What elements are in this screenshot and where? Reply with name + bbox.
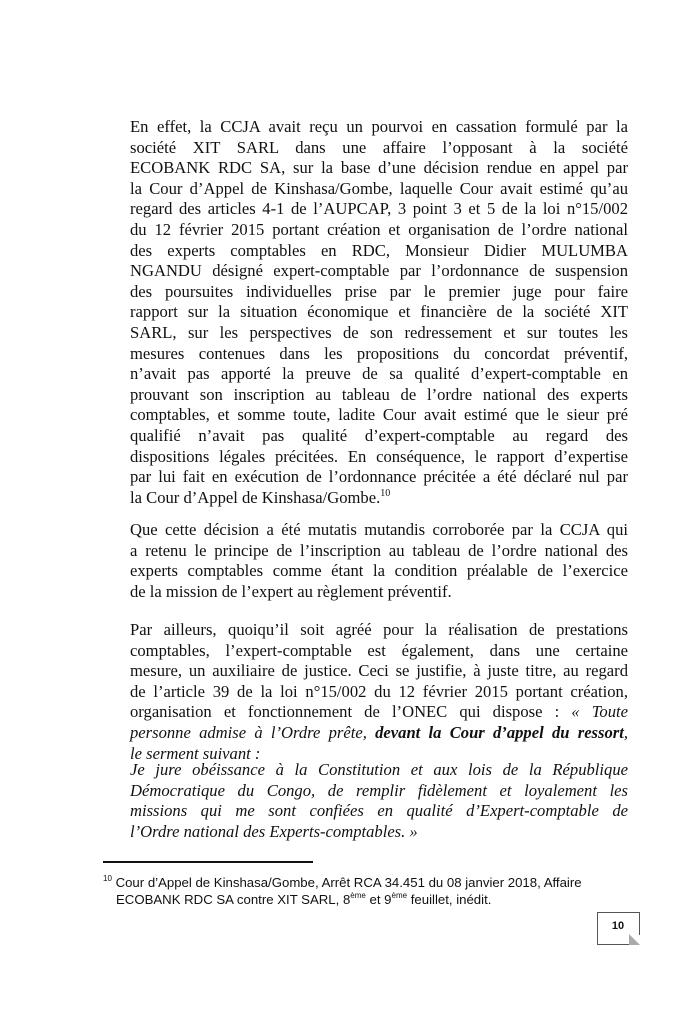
text-span: des experts comptables en RDC, Monsieur Didier MULUMBA [130,240,628,260]
text-line [130,385,628,406]
text-span: a retenu le principe de l’inscription au tableau de l’ordre national des [130,540,628,560]
paragraph-serment-quote [130,760,628,842]
text-line [130,261,628,282]
text-span: par lui fait en exécution de l’ordonnance précitée a été déclaré nul par [130,467,628,487]
text-line [130,302,628,323]
text-span: mesure, un auxiliaire de justice. Ceci se justifie, à juste titre, au regard [130,661,628,681]
folded-corner-icon [629,934,640,945]
text-span: n’avait pas apporté la preuve de sa qualité d’expert-comptable en [130,364,628,384]
text-span: mesures contenues dans les propositions du concordat préventif, [130,343,628,363]
text-line [130,781,628,802]
superscript: ème [391,891,408,900]
text-line [130,541,628,562]
footnote-line-2 [103,891,643,908]
text-line [130,405,628,426]
text-span: NGANDU désigné expert-comptable par l’ordonnance de suspension [130,261,628,281]
text-span: experts comptables comme étant la condition préalable de l’exercice [130,561,628,581]
text-span: l’Ordre national des Experts-comptables. » [130,821,418,841]
text-line [130,661,628,682]
text-span: des poursuites individuelles prise par le premier juge pour faire [130,281,628,301]
text-line [130,702,628,723]
text-span: , [623,722,628,742]
text-line [130,682,628,703]
footnote-text: Cour d’Appel de Kinshasa/Gombe, Arrêt RCA 34.451 du 08 janvier 2018, Affaire [111,875,582,890]
text-span: ECOBANK RDC SA, sur la base d’une décision rendue en appel par [130,158,628,178]
text-line [130,241,628,262]
text-line [130,620,628,641]
page-number: 10 [611,920,625,932]
text-line [130,138,628,159]
text-span: organisation et fonctionnement de l’ONEC qui dispose : [130,702,572,722]
text-line [130,199,628,220]
text-line [130,344,628,365]
text-span: de la mission de l’expert au règlement préventif. [130,581,452,601]
text-line [130,561,628,582]
text-line [130,117,628,138]
text-line [130,801,628,822]
superscript: ème [350,891,366,900]
text-line [130,323,628,344]
paragraph-auxiliaire-justice [130,620,628,764]
paragraph-ccja-pourvoi [130,117,628,508]
text-span: Par ailleurs, quoiqu’il soit agréé pour la réalisation de prestations [130,620,628,639]
text-span: société XIT SARL dans une affaire l’opposant à la société [130,137,628,157]
text-line [130,179,628,200]
text-span: de l’article 39 de la loi n°15/002 du 12 février 2015 portant création, [130,681,628,701]
text-span: du 12 février 2015 portant création et organisation de l’ordre national [130,219,628,239]
text-span: regard des articles 4-1 de l’AUPCAP, 3 point 3 et 5 de la loi n°15/002 [130,199,628,219]
text-span: comptables, et somme toute, ladite Cour avait estimé que le sieur pré [130,405,628,425]
text-line [130,822,628,843]
text-span: prouvant son inscription au tableau de l’ordre national des experts [130,384,628,404]
text-span: Démocratique du Congo, de remplir fidèlement et loyalement les [130,780,628,800]
emphasis-text: devant la Cour d’appel du ressort [375,722,624,742]
paragraph-ccja-corroboration [130,520,628,602]
text-span: SARL, sur les perspectives de son redressement et sur toutes les [130,322,628,342]
text-span: missions qui me sont confiées en qualité d’Expert-comptable de [130,801,628,821]
text-span: Que cette décision a été mutatis mutandis corroborée par la CCJA qui [130,520,628,539]
text-span: comptables, l’expert-comptable est également, dans une certaine [130,640,628,660]
text-line [130,447,628,468]
text-line [130,364,628,385]
text-line [130,220,628,241]
text-span: dispositions légales précitées. En conséquence, le rapport d’expertise [130,446,628,466]
footnote-reference[interactable]: 10 [380,487,391,499]
quote-start: « Toute [571,702,628,722]
text-span: En effet, la CCJA avait reçu un pourvoi en cassation formulé par la [130,117,628,136]
footnote-number: 10 [103,874,112,883]
text-line [130,488,628,509]
page-number-box [597,912,640,945]
footnote-text: feuillet, inédit. [407,892,492,907]
text-line [130,582,628,603]
text-line [130,426,628,447]
footnote-text: ECOBANK RDC SA contre XIT SARL, 8 [116,892,351,907]
footnote-separator [103,861,313,863]
text-line [130,520,628,541]
text-span: personne admise à l’Ordre prête, [130,722,376,742]
text-span: Je jure obéissance à la Constitution et aux lois de la République [130,760,628,779]
text-span: la Cour d’Appel de Kinshasa/Gombe. [130,487,381,507]
footnote-text: et 9 [365,892,392,907]
text-line [130,467,628,488]
text-span: rapport sur la situation économique et financière de la société XIT [130,302,628,322]
text-line [130,641,628,662]
text-line [130,282,628,303]
footnote [103,874,643,908]
text-span: la Cour d’Appel de Kinshasa/Gombe, laquelle Cour avait estimé qu’au [130,178,628,198]
text-line: le serment suivant : [130,743,261,763]
text-span: qualifié n’avait pas qualité d’expert-comptable au regard des [130,425,628,445]
text-line [130,760,628,781]
text-line [130,723,628,744]
text-line [130,158,628,179]
